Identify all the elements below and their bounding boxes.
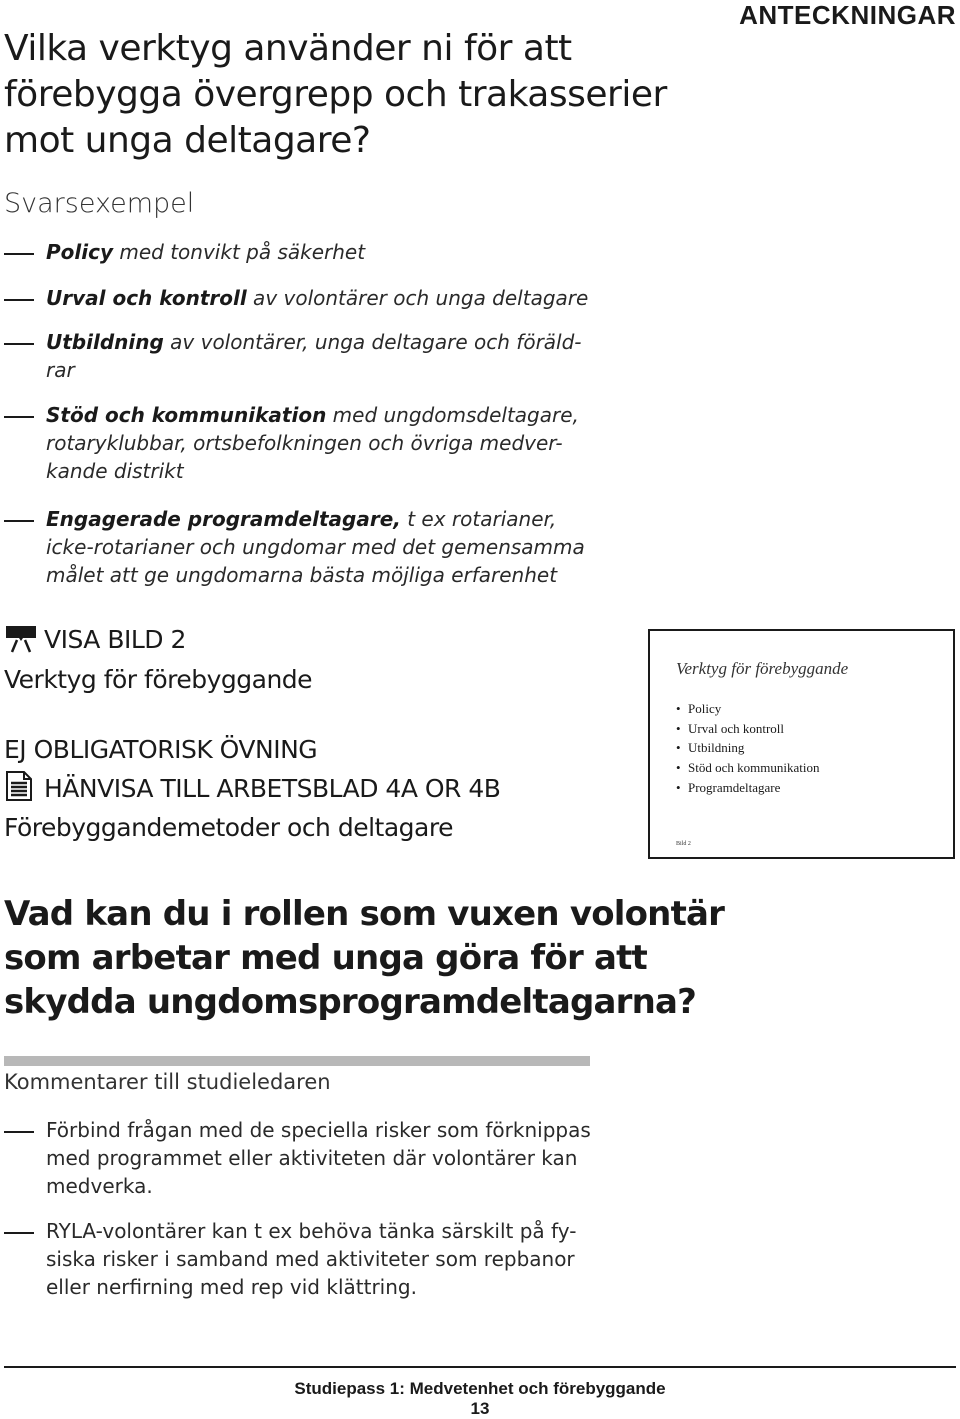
dash-icon — [4, 520, 34, 522]
optional-exercise-label: EJ OBLIGATORISK ÖVNING — [4, 735, 318, 764]
answer-bullet-2 — [4, 284, 594, 312]
facilitator-bullet-2 — [4, 1217, 594, 1301]
bullet-text: Förbind frågan med de speciella risker som förknippas med programmet eller aktiviteten där volontärer kan medverka. — [46, 1118, 591, 1198]
footer-title-text: Studiepass 1: Medvetenhet och förebyggande — [294, 1379, 666, 1398]
dash-icon — [4, 1131, 34, 1133]
presentation-icon — [4, 624, 38, 654]
dash-icon — [4, 299, 34, 301]
worksheet-instruction: HÄNVISA TILL ARBETSBLAD 4A OR 4B — [44, 774, 501, 803]
footer-rule — [4, 1366, 956, 1368]
bullet-text: t ex rotarianer, icke-rotarianer och ungdomar med det gemensamma målet att ge ungdomarna bästa möjliga erfarenhet — [46, 507, 585, 587]
slide-bullet-item: • Policy — [676, 699, 819, 719]
dash-icon — [4, 253, 34, 255]
answer-bullet-5 — [4, 505, 594, 589]
section-divider — [4, 1056, 590, 1066]
facilitator-notes-heading: Kommentarer till studieledaren — [4, 1070, 331, 1094]
bullet-text: RYLA-volontärer kan t ex behöva tänka särskilt på fy-siska risker i samband med aktiviteter som repbanor eller nerfirning med rep vid klättring. — [46, 1219, 577, 1299]
answer-bullet-3 — [4, 328, 594, 384]
slide-thumbnail — [648, 629, 955, 859]
slide-title: Verktyg för förebyggande — [676, 659, 849, 678]
section-heading-line-1: Vilka verktyg använder ni för att — [4, 28, 572, 69]
question-line-3: skydda ungdomsprogramdeltagarna? — [4, 982, 697, 1022]
bullet-bold: Policy — [46, 240, 114, 264]
dash-icon — [4, 1232, 34, 1234]
show-slide-instruction: VISA BILD 2 — [44, 625, 186, 654]
examples-subheading: Svarsexempel — [4, 188, 195, 219]
worksheet-icon — [4, 770, 34, 802]
bullet-bold: Utbildning — [46, 330, 164, 354]
worksheet-subtitle: Förebyggandemetoder och deltagare — [4, 813, 453, 842]
slide-bullet-item: • Utbildning — [676, 738, 819, 758]
slide-number: Bild 2 — [676, 841, 691, 847]
slide-bullet-item: • Stöd och kommunikation — [676, 758, 819, 778]
answer-bullet-4 — [4, 401, 594, 485]
bullet-text: med ungdomsdeltagare, rotaryklubbar, ortsbefolkningen och övriga medver-kande distrikt — [46, 403, 579, 483]
question-line-1: Vad kan du i rollen som vuxen volontär — [4, 894, 725, 934]
bullet-text: av volontärer och unga deltagare — [246, 286, 589, 310]
facilitator-bullet-1 — [4, 1116, 594, 1200]
show-slide-subtitle: Verktyg för förebyggande — [4, 665, 313, 694]
notes-heading: ANTECKNINGAR — [739, 0, 956, 30]
slide-bullet-list — [676, 699, 819, 797]
dash-icon — [4, 416, 34, 418]
bullet-bold: Engagerade programdeltagare, — [46, 507, 401, 531]
bullet-bold: Urval och kontroll — [46, 286, 247, 310]
section-heading-line-3: mot unga deltagare? — [4, 120, 371, 161]
dash-icon — [4, 343, 34, 345]
slide-bullet-item: • Urval och kontroll — [676, 719, 819, 739]
bullet-text: av volontärer, unga deltagare och föräld-rar — [46, 330, 582, 382]
answer-bullet-1 — [4, 238, 594, 266]
footer-title — [0, 1379, 960, 1399]
slide-bullet-item: • Programdeltagare — [676, 778, 819, 798]
question-line-2: som arbetar med unga göra för att — [4, 938, 648, 978]
page-number: 13 — [470, 1399, 490, 1418]
section-heading-line-2: förebygga övergrepp och trakasserier — [4, 74, 667, 115]
bullet-text: med tonvikt på säkerhet — [113, 240, 366, 264]
bullet-bold: Stöd och kommunikation — [46, 403, 327, 427]
